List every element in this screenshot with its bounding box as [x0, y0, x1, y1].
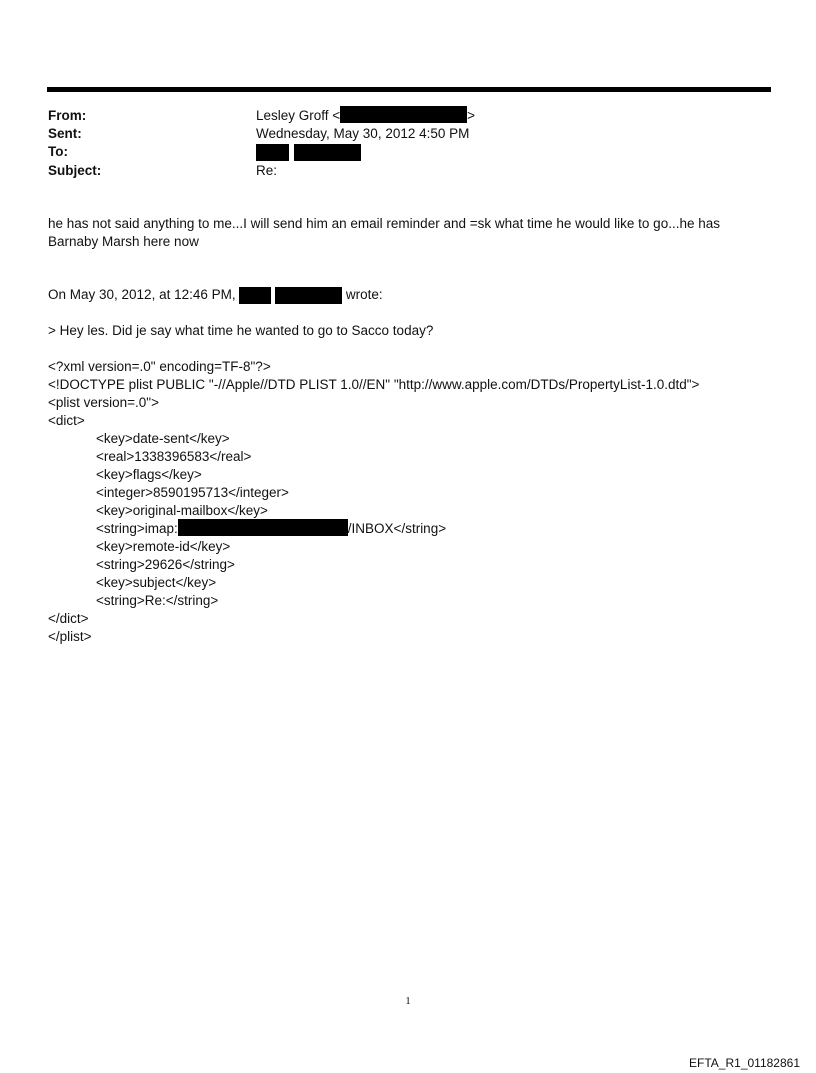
- to-value: [256, 143, 361, 161]
- plist-line: <string>29626</string>: [96, 557, 235, 572]
- from-label: From:: [48, 108, 87, 123]
- body-line: Barnaby Marsh here now: [48, 234, 199, 249]
- from-close: >: [467, 108, 476, 123]
- plist-line: <key>remote-id</key>: [96, 539, 231, 554]
- plist-line: <real>1338396583</real>: [96, 449, 252, 464]
- plist-line: <plist version=.0">: [48, 395, 159, 410]
- plist-line: <dict>: [48, 413, 85, 428]
- imap-prefix: <string>imap:: [96, 521, 178, 536]
- plist-line: [48, 520, 446, 538]
- redaction-bar: [239, 287, 271, 304]
- quote-attribution: [48, 286, 383, 304]
- page-number: 1: [405, 995, 411, 1007]
- plist-line: <key>date-sent</key>: [96, 431, 230, 446]
- body-line: he has not said anything to me...I will send him an email reminder and =sk what time he would like to go...he has: [48, 216, 720, 231]
- sent-label: Sent:: [48, 126, 82, 141]
- bates-number: EFTA_R1_01182861: [689, 1056, 800, 1070]
- redaction-bar: [275, 287, 342, 304]
- plist-line: <integer>8590195713</integer>: [96, 485, 289, 500]
- plist-line: </dict>: [48, 611, 89, 626]
- quote-prefix: On May 30, 2012, at 12:46 PM,: [48, 287, 236, 302]
- plist-line: <string>Re:</string>: [96, 593, 219, 608]
- subject-label: Subject:: [48, 163, 102, 178]
- quote-suffix: wrote:: [345, 287, 383, 302]
- from-value: [256, 107, 475, 125]
- redaction-bar: [340, 106, 467, 123]
- to-label: To:: [48, 144, 68, 159]
- subject-value: Re:: [256, 163, 278, 178]
- redaction-bar: [294, 144, 361, 161]
- plist-line: </plist>: [48, 629, 92, 644]
- plist-line: <!DOCTYPE plist PUBLIC "-//Apple//DTD PLIST 1.0//EN" "http://www.apple.com/DTDs/PropertyList-1.0.dtd">: [48, 377, 700, 392]
- header-divider: [47, 87, 771, 92]
- quoted-line: > Hey les. Did je say what time he wanted to go to Sacco today?: [48, 323, 434, 338]
- plist-line: <key>subject</key>: [96, 575, 217, 590]
- sent-value: Wednesday, May 30, 2012 4:50 PM: [256, 126, 470, 141]
- imap-suffix: /INBOX</string>: [347, 521, 447, 536]
- plist-line: <key>original-mailbox</key>: [96, 503, 268, 518]
- plist-line: <?xml version=.0" encoding=TF-8"?>: [48, 359, 271, 374]
- redaction-bar: [256, 144, 289, 161]
- plist-line: <key>flags</key>: [96, 467, 202, 482]
- redaction-bar: [178, 519, 348, 536]
- from-name: Lesley Groff <: [256, 108, 341, 123]
